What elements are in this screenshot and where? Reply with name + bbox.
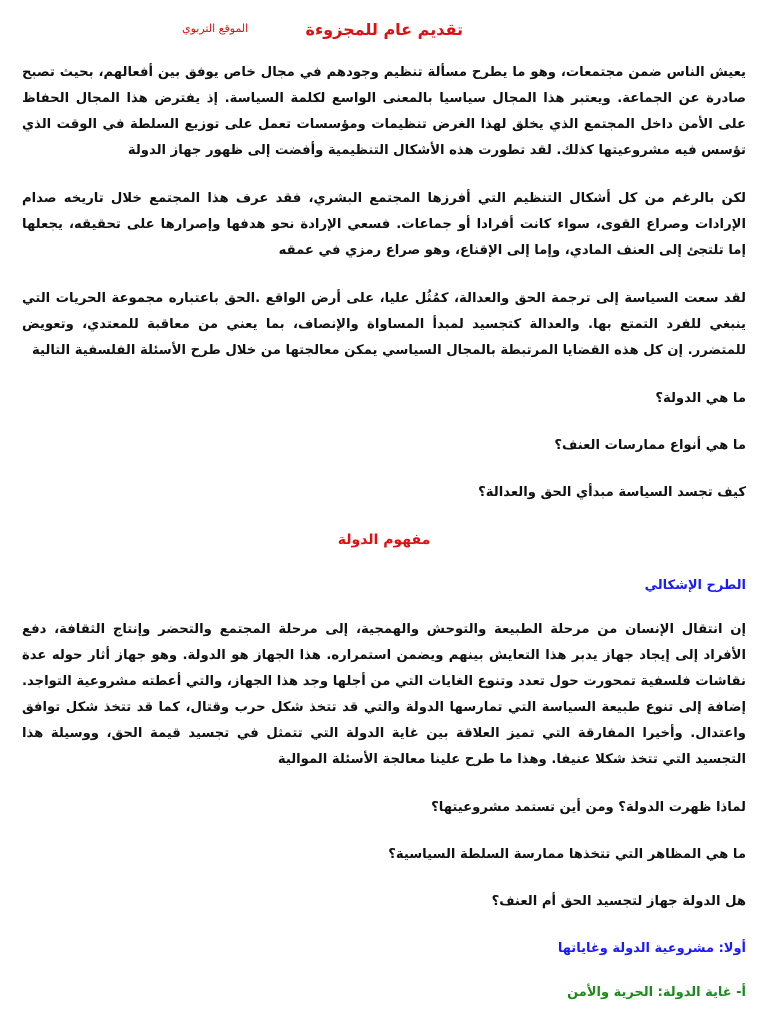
intro-paragraph-1: يعيش الناس ضمن مجتمعات، وهو ما يطرح مسألة تنظيم وجودهم في مجال خاص يوفق بين أفعالهم، بحيث تصبح صادرة عن الجماعة. ويعتبر هذا المجال سياسيا بالمعنى الواسع لكلمة السياسة. إذ يفترض هذا المجال الحفاظ على الأمن داخل المجتمع الذي يخلق لهذا الغرض تنظيمات ومؤسسات تعمل على توزيع السلطة في الوقت الذي تؤسس فيه مشروعيتها كذلك. لقد تطورت هذه الأشكال التنظيمية وأفضت إلى ظهور جهاز الدولة (22, 65, 746, 158)
first-section-title: أولا: مشروعية الدولة وغاياتها (557, 941, 746, 956)
intro-paragraph-3: لقد سعت السياسة إلى ترجمة الحق والعدالة، كمُثُل عليا، على أرض الواقع .الحق باعتباره مجموعة الحريات التي ينبغي للفرد التمتع بها. والعدالة كتجسيد لمبدأ المساواة والإنصاف، بما يعني من معاقبة للمعتدي، وتعويض للمتضرر. إن كل هذه القضايا المرتبطة بالمجال السياسي يمكن معالجتها من خلال طرح الأسئلة الفلسفية التالية (22, 291, 746, 358)
site-label: الموقع التربوي (182, 22, 249, 35)
state-paragraph-1: إن انتقال الإنسان من مرحلة الطبيعة والتوحش والهمجية، إلى مرحلة المجتمع والتحضر وإنتاج الثقافة، دفع الأفراد إلى إيجاد جهاز يدبر هذا التعايش بينهم ويضمن استمراره. هذا الجهاز هو الدولة. وهو جهاز أثار حوله عدة نقاشات فلسفية تمحورت حول تعدد وتنوع الغايات التي من أجلها وجد هذا الجهاز، والتي أعطته مشروعية التواجد. إضافة إلى تنوع طبيعة السياسة التي تمارسها الدولة والتي قد تتخذ شكل حرب وقتال، كما قد تتخذ شكل توافق واعتدال. وأخيرا المفارقة التي تميز العلاقة بين غاية الدولة التي تتمثل في تجسيد قيمة الحق، ووسيلة هذا التجسيد التي تتخذ شكلا عنيفا. وهذا ما طرح علينا معالجة الأسئلة الموالية (22, 622, 746, 767)
intro-question-1: ما هي الدولة؟ (655, 391, 746, 406)
page-header (0, 18, 768, 46)
intro-paragraph-2: لكن بالرغم من كل أشكال التنظيم التي أفرزها المجتمع البشري، فقد عرف هذا المجتمع خلال تاريخه صدام الإرادات وصراع القوى، سواء كانت أفرادا أو جماعات. فسعي الإرادة نحو هدفها وإصرارها على تحقيقه، يجعلها إما تلتجئ إلى العنف المادي، وإما إلى الإقناع، وهو صراع رمزي في عمقه (22, 191, 746, 258)
page-title: تقديم عام للمجزوءة (305, 20, 463, 39)
intro-question-3: كيف تجسد السياسة مبدأي الحق والعدالة؟ (478, 485, 746, 500)
state-question-2: ما هي المظاهر التي تتخذها ممارسة السلطة السياسية؟ (388, 847, 746, 862)
problem-title: الطرح الإشكالي (644, 578, 746, 593)
state-question-1: لماذا ظهرت الدولة؟ ومن أين تستمد مشروعيتها؟ (431, 800, 746, 815)
intro-question-2: ما هي أنواع ممارسات العنف؟ (554, 438, 746, 453)
document-body (22, 60, 746, 1006)
first-subsection-title: أ- غاية الدولة: الحرية والأمن (567, 985, 746, 1000)
section-title-state: مفهوم الدولة (337, 532, 431, 548)
state-question-3: هل الدولة جهاز لتجسيد الحق أم العنف؟ (491, 894, 746, 909)
